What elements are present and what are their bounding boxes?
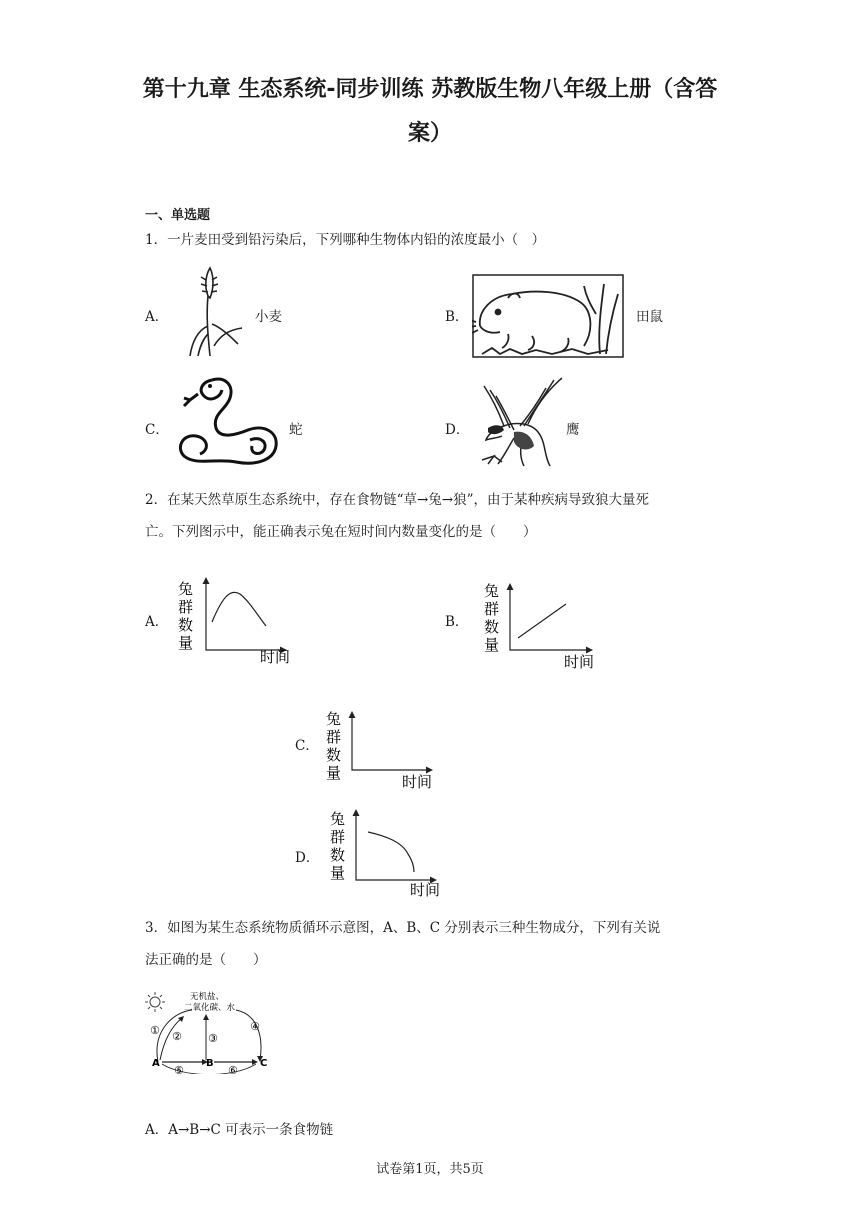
q2-option-d-letter: D． — [295, 850, 320, 866]
graph-b-arrowheads — [507, 583, 594, 654]
question-1-text: 1．一片麦田受到铅污染后，下列哪种生物体内铅的浓度最小（ ） — [145, 232, 546, 248]
graph-c-arrowheads — [349, 711, 434, 774]
graph-d-ylabel-2: 群 — [330, 828, 346, 846]
graph-d-arrowheads — [353, 809, 438, 884]
q1-option-c-letter: C． — [145, 422, 169, 438]
q1-option-b-letter: B． — [445, 309, 469, 325]
question-3-line1: 3．如图为某生态系统物质循环示意图，A、B、C 分别表示三种生物成分，下列有关说 — [145, 920, 661, 936]
graph-a — [174, 574, 300, 666]
diagram-num-3: ③ — [208, 1032, 218, 1045]
q1-option-a-letter: A． — [145, 309, 169, 325]
graph-d-ylabel-3: 数 — [330, 846, 346, 864]
graph-a-curve — [212, 592, 266, 626]
q3-option-a: A．A→B→C 可表示一条食物链 — [145, 1122, 334, 1138]
graph-c-xlabel: 时间 — [402, 773, 433, 791]
q1-option-b-label: 田鼠 — [636, 309, 663, 325]
diagram-box-line1: 无机盐、 — [190, 992, 225, 1002]
graph-b-axes — [510, 586, 590, 650]
diagram-node-a: A — [152, 1058, 160, 1069]
graph-d-ylabel-4: 量 — [330, 864, 346, 882]
diagram-node-b: B — [206, 1058, 214, 1069]
eagle-image — [474, 376, 566, 472]
diagram-num-1: ① — [150, 1024, 160, 1037]
question-3-line2: 法正确的是（ ） — [145, 952, 267, 968]
graph-c-ylabel-4: 量 — [326, 764, 342, 782]
graph-d-xlabel: 时间 — [410, 881, 441, 899]
graph-d — [326, 806, 452, 900]
q1-option-d-letter: D． — [445, 422, 470, 438]
snake-image — [176, 374, 282, 468]
page-title-line1: 第十九章 生态系统-同步训练 苏教版生物八年级上册（含答 — [142, 77, 718, 102]
graph-d-curve — [368, 832, 414, 872]
q2-option-a-letter: A． — [145, 614, 169, 630]
diagram-node-c: C — [260, 1058, 268, 1069]
graph-c-axes — [352, 714, 430, 770]
graph-b-line — [518, 604, 566, 638]
graph-d-ylabel-1: 兔 — [330, 810, 346, 828]
page-footer: 试卷第1页，共5页 — [376, 1162, 484, 1177]
q2-option-c-letter: C． — [295, 738, 319, 754]
graph-d-axes — [356, 812, 434, 880]
matter-cycle-diagram — [144, 990, 274, 1074]
diagram-num-2: ② — [172, 1030, 182, 1043]
graph-a-ylabel-3: 数 — [178, 616, 194, 634]
graph-a-axes — [206, 580, 284, 650]
graph-a-ylabel-1: 兔 — [178, 580, 194, 598]
sun-icon — [145, 992, 165, 1012]
graph-b-ylabel-3: 数 — [484, 618, 500, 636]
diagram-box-line2: 二氧化碳、水 — [184, 1003, 236, 1013]
graph-b — [480, 578, 606, 672]
graph-b-ylabel-2: 群 — [484, 600, 500, 618]
diagram-num-6: ⑥ — [228, 1064, 238, 1074]
graph-a-xlabel: 时间 — [260, 648, 291, 666]
graph-b-ylabel-4: 量 — [484, 636, 500, 654]
graph-c-ylabel-3: 数 — [326, 746, 342, 764]
diagram-num-4: ④ — [250, 1020, 260, 1033]
graph-c-ylabel-1: 兔 — [326, 710, 342, 728]
graph-c-ylabel-2: 群 — [326, 728, 342, 746]
graph-b-xlabel: 时间 — [564, 653, 595, 671]
graph-a-ylabel-4: 量 — [178, 634, 194, 652]
question-2-line2: 亡。下列图示中，能正确表示兔在短时间内数量变化的是（ ） — [145, 524, 537, 540]
diagram-num-5: ⑤ — [174, 1064, 184, 1074]
graph-a-ylabel-2: 群 — [178, 598, 194, 616]
diagram-arc-4 — [236, 1010, 261, 1060]
q1-option-c-label: 蛇 — [289, 422, 303, 438]
wheat-image — [188, 266, 244, 358]
page-title-line2: 案） — [407, 121, 452, 146]
q1-option-d-label: 鹰 — [566, 422, 580, 438]
field-mouse-image — [472, 274, 624, 358]
section-heading: 一、单选题 — [145, 208, 211, 223]
q2-option-b-letter: B． — [445, 614, 469, 630]
q1-option-a-label: 小麦 — [255, 309, 282, 325]
graph-b-ylabel-1: 兔 — [484, 582, 500, 600]
question-2-line1: 2．在某天然草原生态系统中，存在食物链“草→兔→狼”，由于某种疾病导致狼大量死 — [145, 492, 650, 508]
graph-c — [322, 706, 448, 798]
